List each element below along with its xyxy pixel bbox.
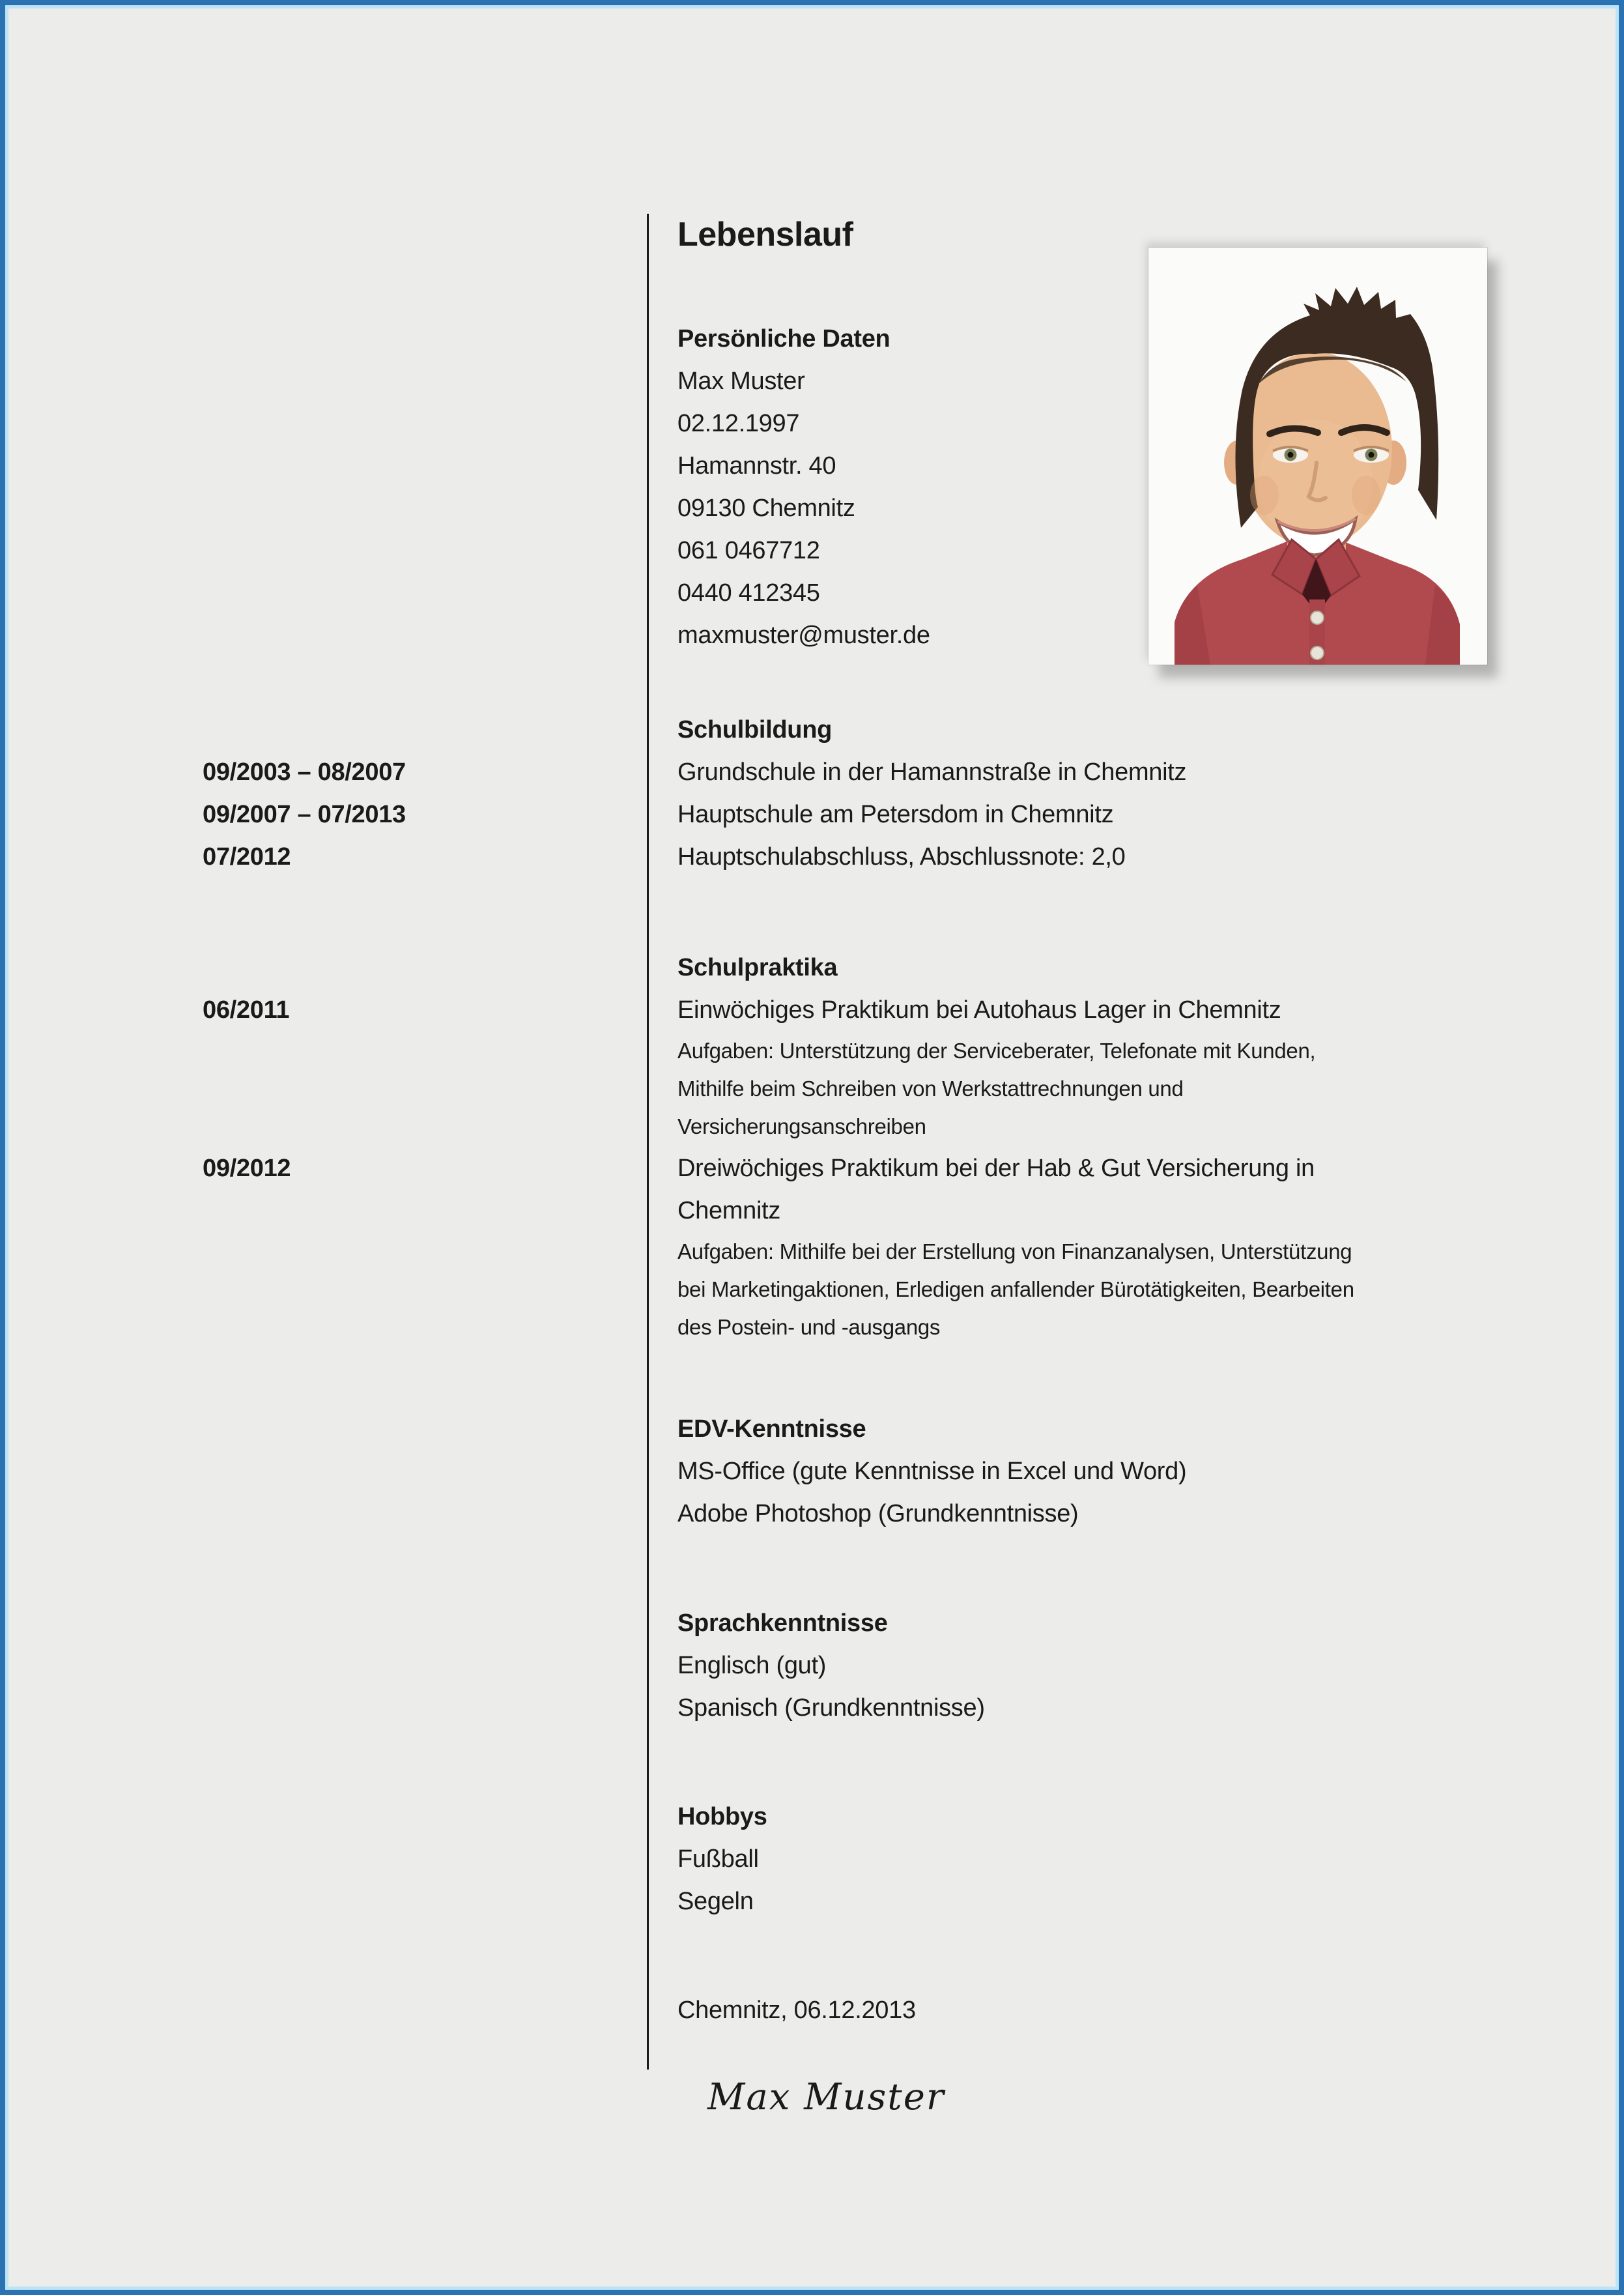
- section-heading-schulpraktika: Schulpraktika: [677, 954, 838, 981]
- praktikum-title-0: Einwöchiges Praktikum bei Autohaus Lager in Chemnitz: [677, 996, 1281, 1024]
- personal-phone: 061 0467712: [677, 537, 820, 564]
- personal-street: Hamannstr. 40: [677, 452, 836, 480]
- section-heading-personal: Persönliche Daten: [677, 325, 890, 353]
- signature: Max Muster: [707, 2076, 945, 2118]
- personal-birthdate: 02.12.1997: [677, 410, 800, 437]
- praktikum-date-1: 09/2012: [203, 1155, 291, 1182]
- personal-city: 09130 Chemnitz: [677, 495, 855, 522]
- schulbildung-date-1: 09/2007 – 07/2013: [203, 801, 406, 828]
- edv-line-1: Adobe Photoshop (Grundkenntnisse): [677, 1500, 1079, 1527]
- page-title: Lebenslauf: [677, 216, 853, 253]
- praktikum-detail-1-1: bei Marketingaktionen, Erledigen anfallender Bürotätigkeiten, Bearbeiten: [677, 1277, 1354, 1301]
- praktikum-detail-0-0: Aufgaben: Unterstützung der Serviceberater, Telefonate mit Kunden,: [677, 1039, 1316, 1063]
- personal-name: Max Muster: [677, 368, 805, 395]
- praktikum-detail-1-0: Aufgaben: Mithilfe bei der Erstellung von Finanzanalysen, Unterstützung: [677, 1239, 1352, 1263]
- praktikum-date-0: 06/2011: [203, 996, 290, 1024]
- schulbildung-text-2: Hauptschulabschluss, Abschlussnote: 2,0: [677, 843, 1126, 871]
- personal-email: maxmuster@muster.de: [677, 622, 930, 649]
- praktikum-detail-0-1: Mithilfe beim Schreiben von Werkstattrechnungen und: [677, 1076, 1184, 1101]
- place-and-date: Chemnitz, 06.12.2013: [677, 1997, 916, 2024]
- personal-mobile: 0440 412345: [677, 579, 820, 607]
- praktikum-title-1-0: Dreiwöchiges Praktikum bei der Hab & Gut Versicherung in: [677, 1155, 1315, 1182]
- portrait-illustration: [1148, 248, 1487, 665]
- section-heading-sprachen: Sprachkenntnisse: [677, 1609, 888, 1637]
- hobbys-line-0: Fußball: [677, 1845, 759, 1873]
- applicant-photo: [1148, 248, 1487, 665]
- section-heading-edv: EDV-Kenntnisse: [677, 1415, 866, 1443]
- edv-line-0: MS-Office (gute Kenntnisse in Excel und Word): [677, 1458, 1187, 1485]
- praktikum-title-1-1: Chemnitz: [677, 1197, 781, 1224]
- section-heading-hobbys: Hobbys: [677, 1803, 767, 1830]
- schulbildung-text-0: Grundschule in der Hamannstraße in Chemnitz: [677, 758, 1187, 786]
- schulbildung-text-1: Hauptschule am Petersdom in Chemnitz: [677, 801, 1114, 828]
- section-heading-schulbildung: Schulbildung: [677, 716, 833, 743]
- praktikum-detail-0-2: Versicherungsanschreiben: [677, 1114, 926, 1138]
- praktikum-detail-1-2: des Postein- und -ausgangs: [677, 1315, 941, 1339]
- sprachen-line-1: Spanisch (Grundkenntnisse): [677, 1694, 985, 1722]
- schulbildung-date-0: 09/2003 – 08/2007: [203, 758, 406, 786]
- schulbildung-date-2: 07/2012: [203, 843, 291, 871]
- hobbys-line-1: Segeln: [677, 1888, 754, 1915]
- vertical-divider: [647, 214, 649, 2070]
- sprachen-line-0: Englisch (gut): [677, 1652, 827, 1679]
